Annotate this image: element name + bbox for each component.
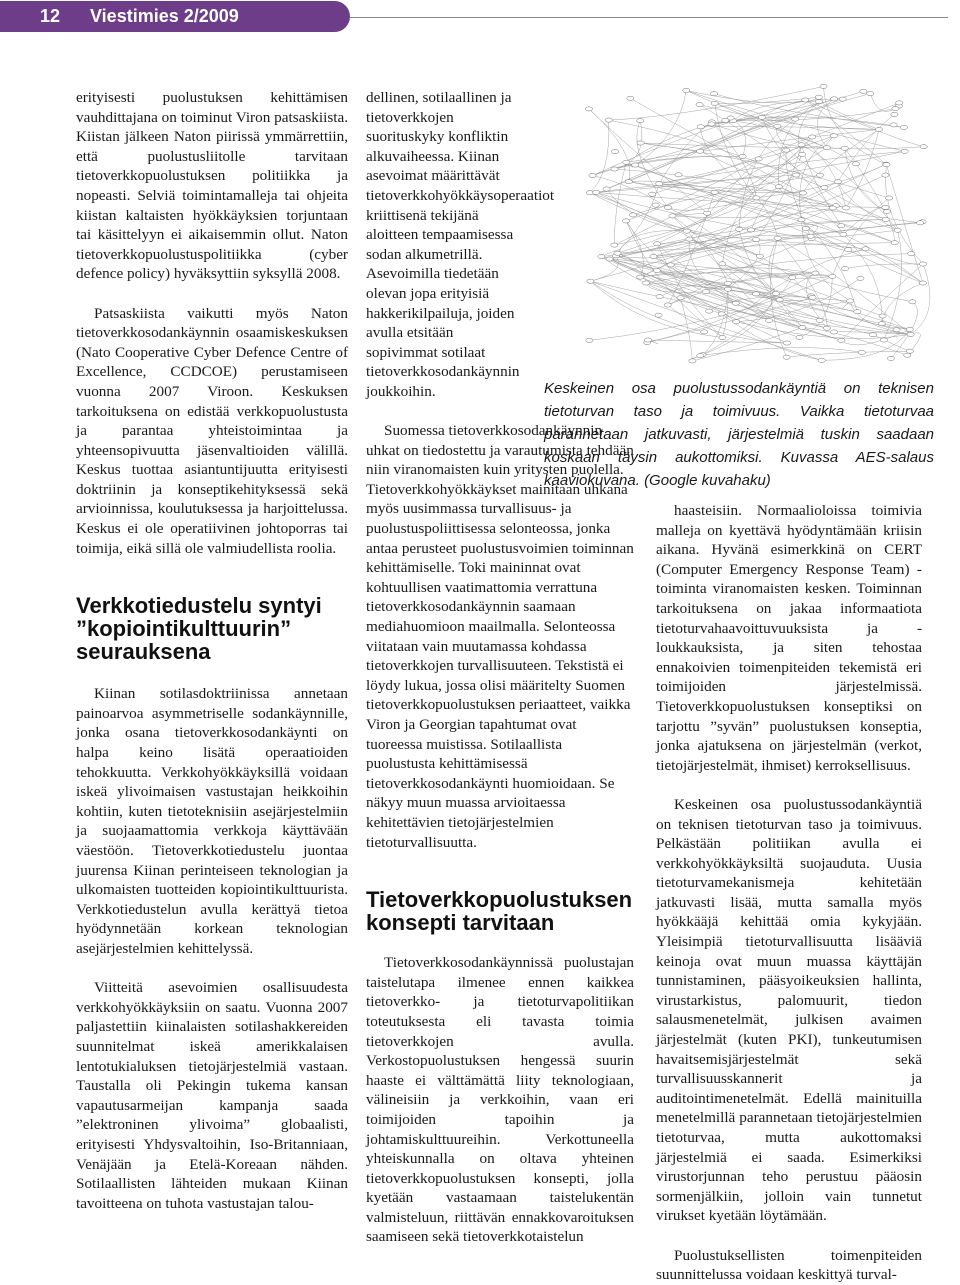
graph-node [643, 281, 650, 285]
graph-node [908, 252, 915, 256]
graph-node [652, 203, 659, 207]
graph-node [756, 254, 763, 258]
graph-node [891, 112, 898, 116]
graph-node [656, 182, 663, 186]
graph-node [719, 336, 726, 340]
graph-node [654, 242, 661, 246]
graph-node [724, 287, 731, 291]
paragraph: Kiinan sotilasdoktriinissa annetaan painoarvoa asymmetriselle sodankäynnille, jonka osana tietoverkkosodankäynti on halpa keino lisätä operaatioiden tehokkuutta. Verkkohyökkäyksillä voidaan iskeä ylivoimaisen vastustajan heikkoihin kohtiin, kuten tietoteknisiin asejärjestelmiin ja suojaamattomia verkkoja käyttävään väestöön. Tietoverkkotiedustelu juontaa juurensa Kiinan perinteiseen teknologian ja ulkomaisten tuotteiden kopiointikulttuurista. Verkkotiedustelun avulla kerättyä tietoa hyödynnetään korkean teknologian asejärjestelmien kehittelyssä. [76, 685, 348, 957]
graph-node [656, 295, 663, 299]
graph-node [882, 205, 889, 209]
graph-node [701, 330, 708, 334]
paragraph: Keskeinen osa puolustussodankäyntiä on teknisen tietoturvan taso ja toimivuus. Pelkästään politiikan avulla ei verkkohyökkäyksiltä suojauduta. Uusia tietoturvamekanismeja kehitetään jatkuvasti lisää, mutta samalla myös hyökkääjä kehittää omia kykyjään. Yleisimpiä tietoturvallisuutta lisääviä keinoja ovat muun muassa käyttäjän tunnistaminen, pääsyoikeuksien hallinta, virustarkistus, palomuurit, tiedon salausmenetelmät, julkisen avaimen järjestelmät (kuten PKI), tunkeutumisen havaitsemisjärjestelmät sekä turvallisuusskannerit ja auditointimenetelmät. Edellä mainituilla menetelmillä parannetaan tietojärjestelmien tietoturvaa, mutta aukottomaksi järjestelmiä ei saada. Esimerkiksi virustorjunnan teho perustuu pääosin sormenjälkiin, jolloin vain tunnetut virukset kyetään löytämään. [656, 795, 922, 1225]
graph-node [802, 226, 809, 230]
graph-node [606, 257, 613, 261]
graph-node [815, 95, 822, 99]
graph-node [883, 209, 890, 213]
graph-node [834, 180, 841, 184]
graph-node [753, 196, 760, 200]
graph-node [637, 275, 644, 279]
graph-node [896, 101, 903, 105]
graph-node [689, 359, 696, 363]
graph-node [882, 217, 889, 221]
graph-node [838, 224, 845, 228]
graph-node [823, 326, 830, 330]
graph-node [892, 107, 899, 111]
graph-node [772, 291, 779, 295]
graph-node [637, 119, 644, 123]
graph-node [792, 117, 799, 121]
graph-node [752, 292, 759, 296]
graph-node [733, 320, 740, 324]
graph-node [883, 163, 890, 167]
graph-node [611, 243, 618, 247]
network-graph-figure [583, 79, 931, 371]
figure-caption [544, 377, 934, 492]
graph-node [852, 162, 859, 166]
graph-node [857, 276, 864, 280]
graph-node [807, 234, 814, 238]
graph-node [816, 173, 823, 177]
graph-node [875, 127, 882, 131]
graph-node [783, 341, 790, 345]
paragraph: Viitteitä asevoimien osallisuudesta verkkohyökkäyksiin on saatu. Vuonna 2007 paljastettiin kiinalaisten sotilashakkereiden suunnitelmat iskeä amerikkalaisen lentotukialuksen tietojärjestelmiä vastaan. Taustalla oli Pekingin tukema kansan vapautusarmeijan kampanja saada ”elektroninen ylivoima” globaalisti, erityisesti Yhdysvaltoihin, Iso-Britanniaan, Venäjään ja Etelä-Koreaan nähden. Sotilaallisten lähteiden mukaan Kiinan tavoitteena on tuhota vastustajan talou- [76, 979, 348, 1212]
graph-node [845, 248, 852, 252]
graph-node [755, 157, 762, 161]
graph-node [593, 190, 600, 194]
article-column-1 [76, 88, 348, 1213]
graph-node [894, 228, 901, 232]
graph-node [820, 84, 827, 88]
graph-node [830, 134, 837, 138]
graph-node [623, 160, 630, 164]
graph-node [711, 190, 718, 194]
graph-node [838, 338, 845, 342]
graph-node [664, 303, 671, 307]
graph-node [829, 274, 836, 278]
graph-node [775, 185, 782, 189]
graph-node [919, 281, 926, 285]
graph-node [655, 313, 662, 317]
graph-node [683, 229, 690, 233]
graph-node [906, 327, 913, 331]
graph-node [904, 353, 911, 357]
graph-node [774, 236, 781, 240]
graph-node [739, 154, 746, 158]
graph-node [840, 232, 847, 236]
graph-node [669, 214, 676, 218]
graph-node [776, 298, 783, 302]
graph-node [747, 228, 754, 232]
graph-node [667, 263, 674, 267]
graph-node [917, 221, 924, 225]
section-heading: Tietoverkkopuolustuksen konsepti tarvitaan [366, 887, 633, 936]
graph-node [812, 271, 819, 275]
graph-node [796, 335, 803, 339]
graph-node [708, 122, 715, 126]
graph-node [862, 247, 869, 251]
graph-node [882, 173, 889, 177]
graph-node [890, 123, 897, 127]
graph-node [598, 254, 605, 258]
graph-node [649, 192, 656, 196]
graph-node [919, 262, 926, 266]
graph-node [818, 358, 825, 362]
graph-node [677, 296, 684, 300]
graph-node [675, 173, 682, 177]
graph-node [799, 191, 806, 195]
graph-node [823, 145, 830, 149]
graph-node [585, 107, 592, 111]
graph-node [766, 318, 773, 322]
graph-node [869, 333, 876, 337]
graph-node [821, 186, 828, 190]
graph-node [847, 299, 854, 303]
graph-node [891, 241, 898, 245]
graph-node [858, 350, 865, 354]
graph-node [841, 146, 848, 150]
graph-node [627, 96, 634, 100]
graph-node [799, 152, 806, 156]
graph-node [793, 173, 800, 177]
graph-node [799, 325, 806, 329]
graph-node [587, 279, 594, 283]
graph-node [802, 98, 809, 102]
graph-node [704, 211, 711, 215]
graph-node [816, 318, 823, 322]
narrow-text-block [366, 88, 634, 852]
graph-node [831, 97, 838, 101]
graph-node [893, 328, 900, 332]
paragraph: Puolustuksellisten toimenpiteiden suunnittelussa voidaan keskittyä turval- [656, 1246, 922, 1284]
graph-node [900, 125, 907, 129]
page-number: 12 [40, 6, 61, 26]
graph-node [880, 338, 887, 342]
paragraph: Patsaskiista vaikutti myös Naton tietoverkkosodankäynnin osaamiskeskuksen (Nato Cooperative Cyber Defence Centre of Excellence, CCDCOE) perustamiseen vuonna 2007 Viroon. Keskuksen tarkoituksena on edistää verkkopuolustusta ja parantaa yhteistoimintaa ja yhteensopivuutta jäsenvaltioiden välillä. Keskus tuottaa asiantuntijuutta erityisesti doktriinin ja konseptikehityksessä sekä arvioinnissa, koulutuksessa ja harjoittelussa. Keskus ei ole operatiivinen johtoporras tai toimija, eikä sillä ole valmiudellista roolia. [76, 304, 348, 557]
graph-node [697, 354, 704, 358]
graph-node [907, 332, 914, 336]
publication-title: Viestimies 2/2009 [90, 6, 239, 26]
graph-node [783, 148, 790, 152]
graph-node [809, 135, 816, 139]
graph-node [623, 219, 630, 223]
graph-node [632, 163, 639, 167]
graph-node [860, 89, 867, 93]
paragraph: dellinen, sotilaallinen ja tietoverkkojen suorituskyky konfliktin alkuvaiheessa. Kiinan asevoimat määrittävät tietoverkkohyökkäysoperaatiot kriittisenä tekijänä aloitteen tempaamisessa sodan alkumetrillä. Asevoimilla tiedetään olevan jopa erityisiä hakkerikilpailuja, joiden avulla etsitään sopivimmat sotilaat tietoverkkosodankäynnin joukkoihin. [366, 89, 555, 400]
graph-node [697, 125, 704, 129]
graph-node [753, 237, 760, 241]
graph-node [829, 206, 836, 210]
graph-node [841, 267, 848, 271]
graph-node [789, 276, 796, 280]
graph-node [683, 88, 690, 92]
graph-node [722, 118, 729, 122]
graph-node [696, 103, 703, 107]
graph-node [653, 268, 660, 272]
page-header [0, 0, 960, 34]
graph-node [901, 149, 908, 153]
graph-node [906, 349, 913, 353]
header-rule [350, 17, 948, 18]
graph-node [758, 115, 765, 119]
network-graph-image [583, 79, 931, 371]
paragraph: Tietoverkkosodankäynnissä puolustajan taistelutapa ilmenee ennen kaikkea tietoverkko- ja tietoturvapolitiikan toteutuksesta eli tavasta toimia tietoverkkojen avulla. Verkostopuolustuksen hengessä suurin haaste ei välttämättä liity teknologiaan, välineisiin ja verkkoihin, vaan eri toimijoiden tapoihin ja johtamiskulttuureihin. Verkottuneella yhteiskunnalla on oltava yhteinen tietoverkkopuolustuksen konsepti, jolla kyetään vastaamaan taistelukentän valmisteluun, riittävän ennakkovaroituksen saamiseen sekä tietoverkkotaistelun [366, 954, 634, 1246]
graph-node [815, 99, 822, 103]
graph-node [603, 187, 610, 191]
paragraph: haasteisiin. Normaalioloissa toimivia malleja on kyettävä hyödyntämään kriisin aikana. Hyvänä esimerkkinä on CERT (Computer Emergency Response Team) -toiminta viranomaisten kesken. Toiminnan tarkoituksena on jakaa informaatiota tietoturvahaavoittuvuuksista ja -loukkauksista, ja siten tehostaa ennakoivien toimenpiteiden tekemistä eri toimijoiden järjestelmissä. Tietoverkkopuolustuksen konseptiksi on tarjottu ”syvän” puolustuksen konseptia, jonka ajatuksena on järjestelmän (verkot, tietojärjestelmät, ihmiset) kerroksellisuus. [656, 502, 922, 774]
graph-node [920, 145, 927, 149]
graph-node [798, 143, 805, 147]
graph-node [854, 310, 861, 314]
graph-node [736, 227, 743, 231]
graph-node [586, 338, 593, 342]
graph-node [629, 213, 636, 217]
graph-node [625, 180, 632, 184]
graph-node [589, 173, 596, 177]
graph-node [887, 356, 894, 360]
paragraph: Suomessa tietoverkkosodankäynnin uhkat on tiedostettu ja varautumista tehdään niin viranomaisten kuin yritysten puolella. Tietoverkkohyökkäykset mainitaan uhkana myös uusimmassa turvallisuus- ja puolustuspoliittisessa selonteossa, jonka antaa perusteet puolustusvoimien toiminnan kehittämiselle. Toki maininnat ovat kohtuullisen vaatimattomia verrattuna tietoverkkosodankäynnin saamaan mediahuomioon maailmalla. Selonteossa viitataan vain muutamassa kohdassa tietoverkkojen turvallisuuteen. Tekstistä ei löydy lukua, jossa olisi määritelty Suomen tietoverkkopuolustuksen periaatteet, vaikka Viron ja Georgian tapahtumat ovat tuoreessa muistissa. Sotilaallista puolustusta kehittämisessä tietoverkkosodankäynti huomioidaan. Se näkyy muun muassa arvioitaessa kehitettävien tietojärjestelmien tietoturvallisuutta. [366, 422, 634, 851]
graph-node [664, 205, 671, 209]
graph-node [878, 322, 885, 326]
graph-node [842, 206, 849, 210]
graph-node [879, 314, 886, 318]
graph-node [909, 300, 916, 304]
graph-node [706, 309, 713, 313]
graph-node [732, 301, 739, 305]
graph-node [614, 251, 621, 255]
graph-node [637, 141, 644, 145]
graph-node [886, 196, 893, 200]
graph-node [605, 118, 612, 122]
graph-node [719, 262, 726, 266]
graph-node [839, 97, 846, 101]
section-heading: Verkkotiedustelu syntyi ”kopiointikulttuurin” seurauksena [76, 593, 322, 665]
graph-node [774, 124, 781, 128]
graph-node [612, 150, 619, 154]
paragraph: erityisesti puolustuksen kehittämisen vauhdittajana on toiminut Viron patsaskiista. Kiistan jälkeen Naton piirissä ymmärrettiin, että puolustusliitolle tarvitaan tietoverkkopuolustuksen politiikka ja nopeasti. Selviä toimintamalleja tai ohjeita kiistan kaltaisten hyökkäyksien torjuntaan tai käsittelyyn ei aikaisemmin ollut. Naton tietoverkkopuolustuspolitiikka (cyber defence policy) hyväksyttiin syksyllä 2008. [76, 89, 348, 283]
graph-node [830, 330, 837, 334]
graph-node [686, 237, 693, 241]
graph-node [718, 312, 725, 316]
graph-node [702, 290, 709, 294]
graph-node [644, 338, 651, 342]
graph-node [711, 101, 718, 105]
graph-node [611, 167, 618, 171]
graph-node [783, 355, 790, 359]
graph-node [867, 92, 874, 96]
article-column-3 [656, 501, 922, 1285]
graph-node [798, 218, 805, 222]
graph-node [650, 254, 657, 258]
caption-text: Keskeinen osa puolustussodankäyntiä on teknisen tietoturvan taso ja toimivuus. Vaikka tietoturvaa parannetaan jatkuvasti, järjestelmiä tuskin saadaan koskaan täysin aukottomiksi. Kuvassa AES-salaus kaaviokuvana. (Google kuvahaku) [544, 380, 934, 489]
graph-node [697, 149, 704, 153]
graph-node [724, 281, 731, 285]
graph-node [711, 92, 718, 96]
graph-node [809, 295, 816, 299]
